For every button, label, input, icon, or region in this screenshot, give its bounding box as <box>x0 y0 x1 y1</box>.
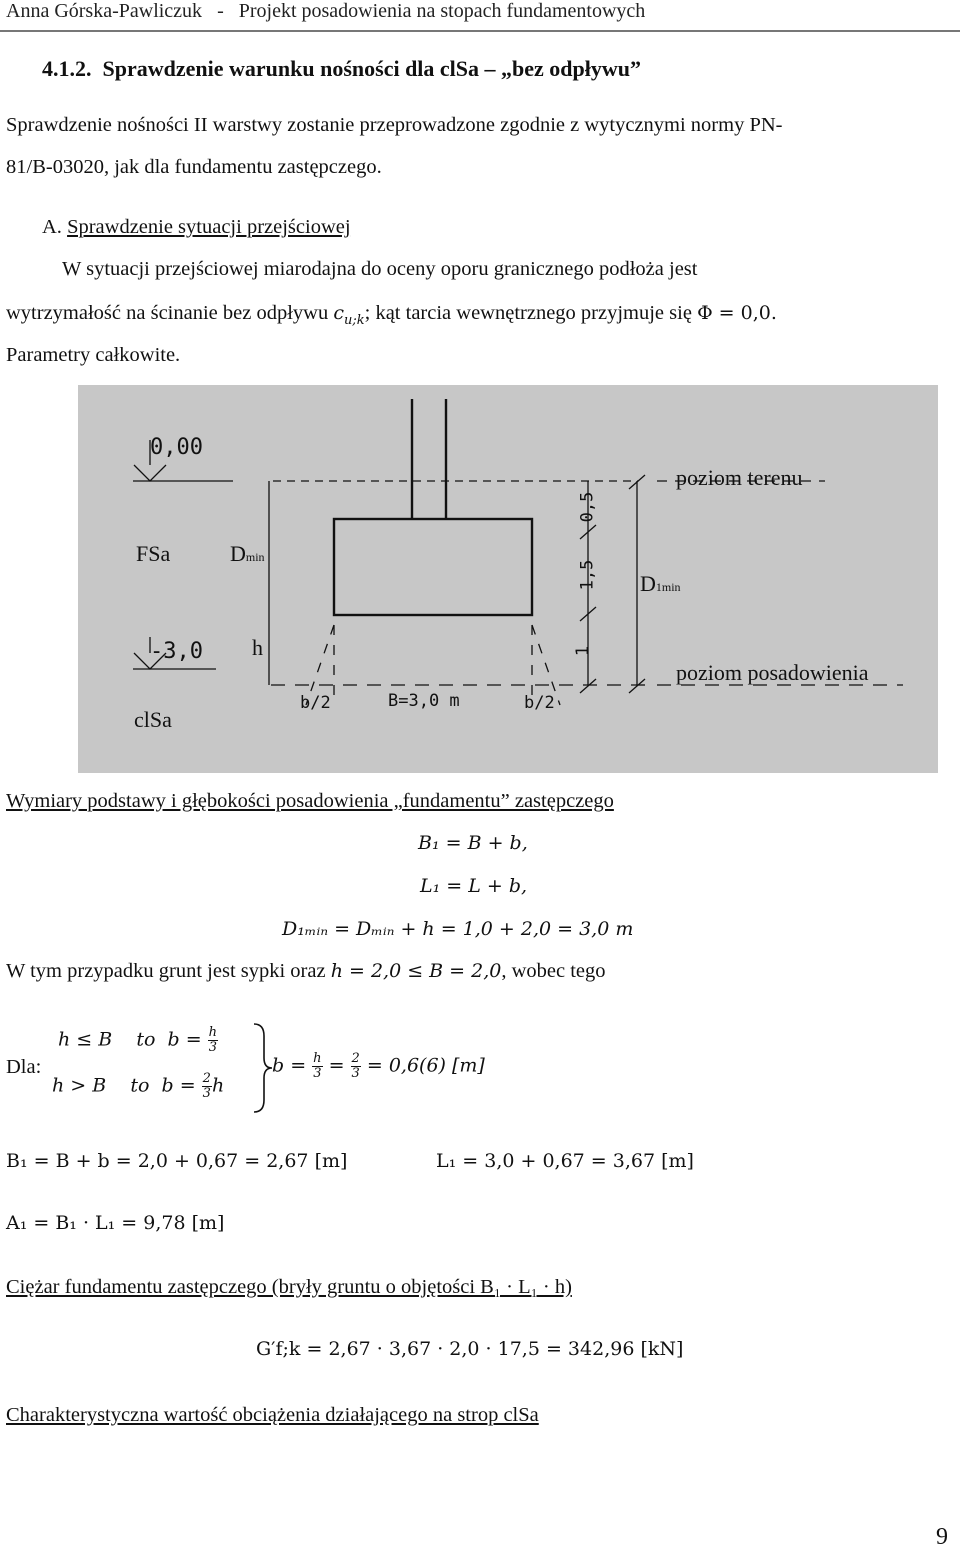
subsection-line-2b: ; kąt tarcia wewnętrznego przyjmuje się <box>364 302 698 324</box>
b1-calculation: B₁ = B + b = 2,0 + 0,67 = 2,67 [m] <box>6 1150 348 1172</box>
foundation-drawing <box>78 385 938 773</box>
equation-l1: L₁ = L + b, <box>420 875 528 897</box>
subsection-line-2a: wytrzymałość na ścinanie bez odpływu <box>6 302 334 324</box>
h-label: h <box>252 635 263 660</box>
case-text-c: , wobec tego <box>501 960 606 982</box>
intro-line-1: Sprawdzenie nośności II warstwy zostanie przeprowadzone zgodnie z wytycznymi normy PN- <box>6 114 783 136</box>
layer-fsa-label: FSa <box>136 541 171 566</box>
l1-calculation: L₁ = 3,0 + 0,67 = 3,67 [m] <box>436 1150 694 1172</box>
weight-caption: Ciężar fundamentu zastępczego (bryły gruntu o objętości B₁ · L₁ · h) <box>6 1276 572 1298</box>
section-title: Sprawdzenie warunku nośności dla clSa – „bez odpływu” <box>102 56 641 81</box>
intro-line-2: 81/B-03020, jak dla fundamentu zastępczego. <box>6 156 382 178</box>
foundation-level-label: poziom posadowienia <box>676 660 869 685</box>
subsection-line-3: Parametry całkowite. <box>6 344 181 366</box>
page-number: 9 <box>936 1524 948 1550</box>
subsection-line-2 <box>6 302 777 328</box>
b2-left-label: b/2 <box>300 693 331 713</box>
top-level-marker <box>134 465 166 481</box>
header-title: Projekt posadowienia na stopach fundamentowych <box>238 0 646 22</box>
b2-right-label: b/2 <box>524 693 555 713</box>
phi-equation: Φ = 0,0. <box>697 302 777 324</box>
fraction-2-3: $\frac{2}{3}$ <box>202 1071 211 1101</box>
equation-b1: B₁ = B + b, <box>418 832 528 854</box>
curly-brace <box>250 1022 274 1114</box>
fraction-h-3: $\frac{h}{3}$ <box>208 1025 218 1055</box>
fraction-2-3-result: $\frac{2}{3}$ <box>351 1051 360 1081</box>
fraction-h-3-result: $\frac{h}{3}$ <box>313 1051 322 1081</box>
condition-1: h ≤ B to b = $\frac{h}{3}$ <box>58 1025 218 1055</box>
base-width-label: B=3,0 m <box>388 691 460 711</box>
running-header <box>6 0 645 23</box>
layer-clsa-label: clSa <box>134 707 172 732</box>
header-divider <box>0 30 960 32</box>
section-heading <box>42 56 641 82</box>
dla-label: Dla: <box>6 1056 42 1078</box>
case-line <box>6 960 606 983</box>
d1min-label: D1min <box>640 571 681 596</box>
subsection-letter: A. <box>42 216 62 238</box>
dim-15-label: 1,5 <box>577 559 598 591</box>
b-result: b = $\frac{h}{3}$ = $\frac{2}{3}$ = 0,6(6) [m] <box>272 1051 485 1081</box>
dims-caption: Wymiary podstawy i głębokości posadowienia „fundamentu” zastępczego <box>6 790 614 812</box>
subsection-title: Sprawdzenie sytuacji przejściowej <box>67 216 351 238</box>
dim-1-label: 1 <box>573 645 594 657</box>
subsection-heading <box>42 216 351 239</box>
load-caption: Charakterystyczna wartość obciążenia działającego na strop clSa <box>6 1404 539 1426</box>
header-separator: - <box>217 0 224 22</box>
level-bottom-label: -3,0 <box>150 639 203 664</box>
foundation-figure <box>78 385 938 773</box>
header-author: Anna Górska-Pawliczuk <box>6 0 203 22</box>
equation-d1min: D₁ₘᵢₙ = Dₘᵢₙ + h = 1,0 + 2,0 = 3,0 m <box>282 918 634 940</box>
section-number: 4.1.2. <box>42 56 92 81</box>
weight-calculation: G′f;k = 2,67 · 3,67 · 2,0 · 17,5 = 342,96 [kN] <box>256 1338 684 1360</box>
subsection-line-1: W sytuacji przejściowej miarodajna do oceny oporu granicznego podłoża jest <box>62 258 698 280</box>
dim-05-label: 0,5 <box>577 491 598 523</box>
case-text-a: W tym przypadku grunt jest sypki oraz <box>6 960 331 982</box>
terrain-label: poziom terenu <box>676 465 803 490</box>
a1-calculation: A₁ = B₁ · L₁ = 9,78 [m] <box>6 1212 225 1234</box>
footing <box>334 519 532 615</box>
level-top-label: 0,00 <box>150 435 203 460</box>
case-condition: h = 2,0 ≤ B = 2,0 <box>330 960 502 982</box>
dmin-label: Dmin <box>230 541 265 566</box>
condition-2: h > B to b = $\frac{2}{3}$ h <box>52 1071 225 1101</box>
cu-symbol: $c_{u;k}$ <box>333 302 365 328</box>
